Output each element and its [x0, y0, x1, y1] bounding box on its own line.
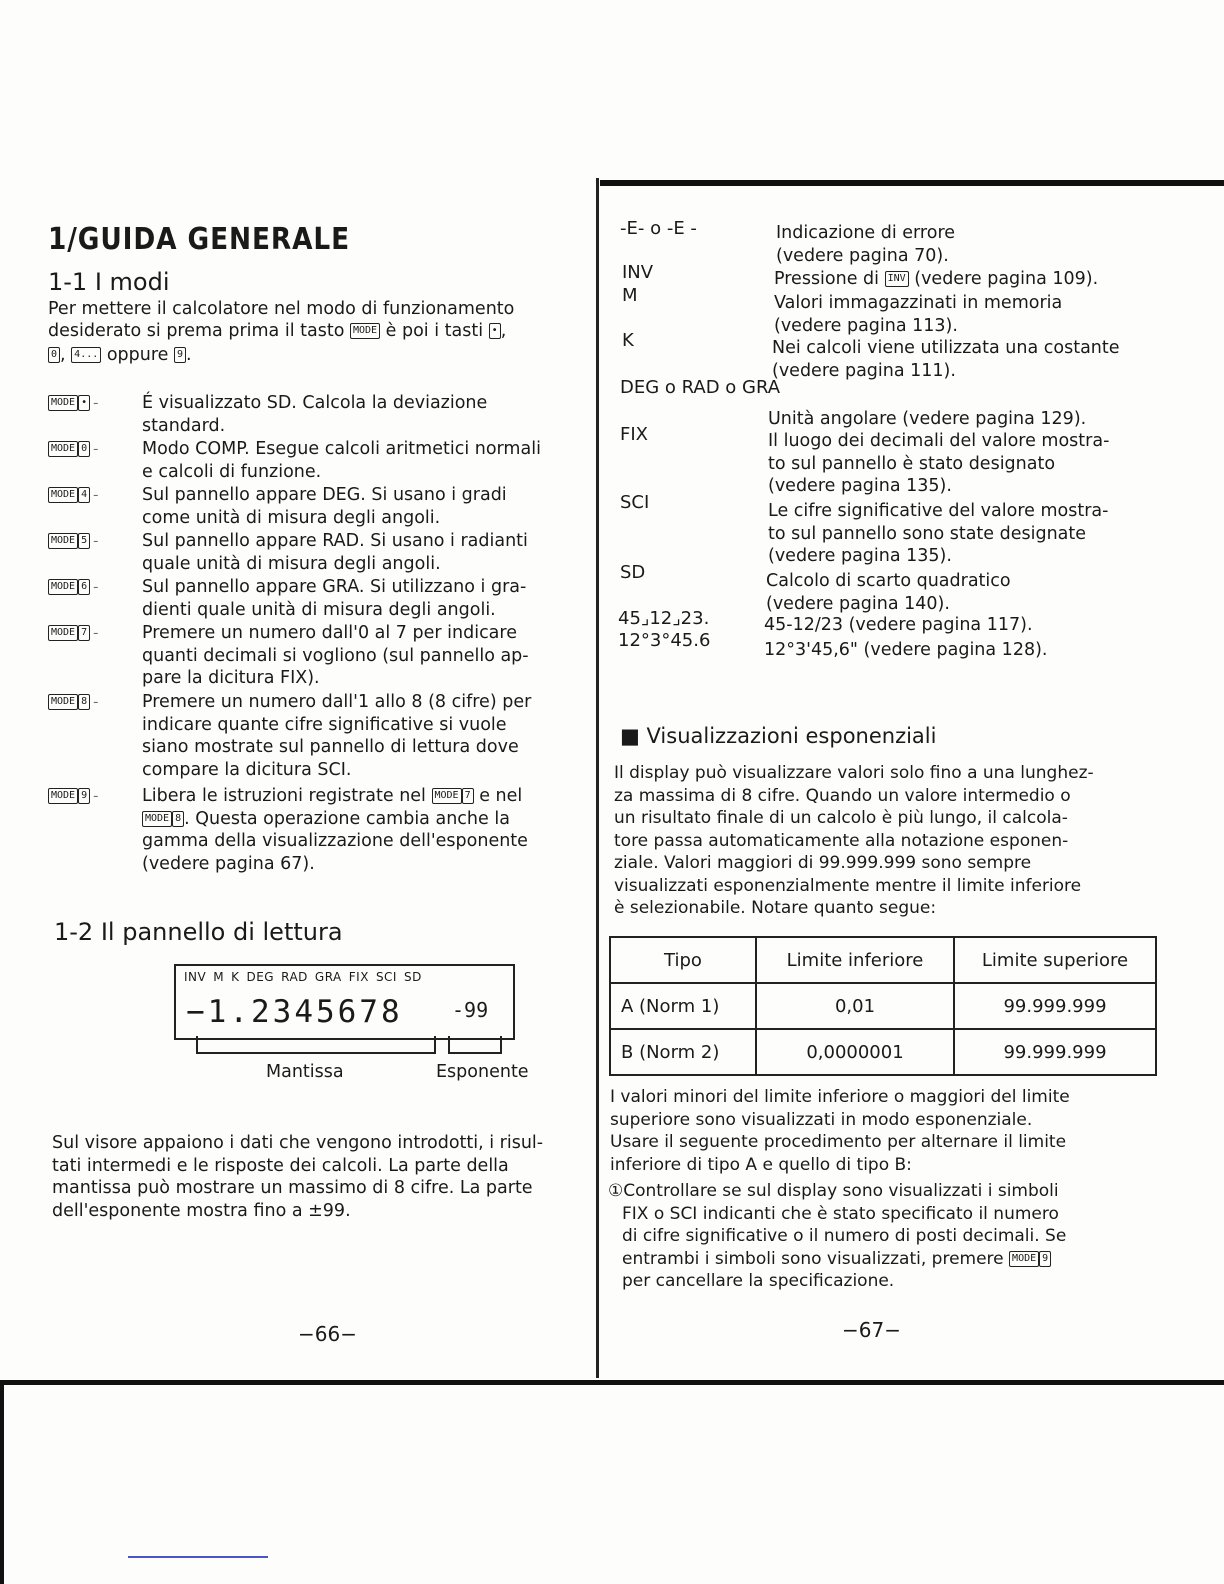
page-number-right: −67−	[842, 1318, 901, 1342]
section-title-modes: 1-1 I modi	[48, 268, 170, 296]
footer-underline	[128, 1556, 268, 1558]
exponential-paragraph: Il display può visualizzare valori solo fino a una lunghez- za massima di 8 cifre. Quando un valore intermedio o un risultato finale di un calcolo è più lungo, il calcola- tore passa automaticamente alla notazione esponen- ziale. Valori maggiori di 99.999.999 sono sempre visualizzati esponenzialmente mentre il limite inferiore è selezionabile. Notare quanto segue:	[614, 763, 1094, 918]
zero-key-icon: 0	[48, 347, 60, 363]
table-cell: 0,01	[756, 983, 954, 1029]
intro-line-3: 0 , 4... oppure 9 .	[48, 344, 192, 367]
def-inv: Pressione di INV (vedere pagina 109).	[774, 269, 1099, 289]
label-sd: SD	[620, 562, 646, 583]
mode-item-comp: Modo COMP. Esegue calcoli aritmetici normali e calcoli di funzione.	[142, 439, 541, 482]
table-row	[610, 1029, 1156, 1075]
limits-paragraph: I valori minori del limite inferiore o maggiori del limite superiore sono visualizzati in modo esponenziale. Usare il seguente procedimento per alternare il limite inferiore di tipo A e quello di tipo B:	[610, 1087, 1070, 1175]
def-deg: Unità angolare (vedere pagina 129).	[768, 409, 1087, 429]
label-fix: FIX	[620, 424, 648, 445]
item-keys-9: MODE 9 –	[48, 788, 98, 804]
label-k: K	[622, 330, 634, 351]
def-sci: Le cifre significative del valore mostra- to sul pannello sono state designate (vedere pagina 135).	[768, 501, 1109, 566]
table-cell: B (Norm 2)	[610, 1029, 756, 1075]
lcd-mantissa: −1.2345678	[186, 994, 403, 1030]
item-keys-6: MODE 6 –	[48, 579, 98, 595]
exponent-bracket	[448, 1036, 502, 1054]
label-deg: DEG o RAD o GRA	[620, 377, 781, 398]
intro-line-2: desiderato si prema prima il tasto MODE è poi i tasti • ,	[48, 321, 507, 341]
item-keys-7: MODE 7 –	[48, 625, 98, 641]
four-key-icon: 4...	[71, 347, 101, 363]
display-paragraph: Sul visore appaiono i dati che vengono introdotti, i risul- tati intermedi e le risposte dei calcoli. La parte della mantissa può mostrare un massimo di 8 cifre. La parte dell'esponente mostra fino a ±99.	[52, 1133, 544, 1221]
mode-key-icon: MODE	[1009, 1251, 1039, 1267]
label-m: M	[622, 285, 638, 306]
def-dms1: 45-12/23 (vedere pagina 117).	[764, 615, 1033, 635]
def-k: Nei calcoli viene utilizzata una costante (vedere pagina 111).	[772, 338, 1120, 381]
lcd-display	[174, 964, 515, 1040]
dot-key-icon: •	[489, 323, 501, 339]
label-dms1: 45⌟12⌟23.	[618, 608, 710, 629]
table-row	[610, 983, 1156, 1029]
table-cell: 99.999.999	[954, 1029, 1156, 1075]
bullet-icon: ■	[620, 724, 640, 748]
exponent-label: Esponente	[436, 1062, 529, 1082]
def-fix: Il luogo dei decimali del valore mostra- to sul pannello è stato designato (vedere pagina 135).	[768, 431, 1110, 496]
item-keys-dot: MODE • –	[48, 395, 98, 411]
item-keys-5: MODE 5 –	[48, 533, 98, 549]
left-edge-line	[0, 1383, 4, 1584]
top-rule	[600, 180, 1224, 186]
mantissa-bracket	[196, 1036, 436, 1054]
table-header: Tipo	[610, 937, 756, 983]
def-error: Indicazione di errore (vedere pagina 70).	[776, 223, 956, 266]
item-keys-8: MODE 8 –	[48, 694, 98, 710]
mode-item-rad: Sul pannello appare RAD. Si usano i radianti quale unità di misura degli angoli.	[142, 531, 528, 574]
label-sci: SCI	[620, 492, 650, 513]
nine-key-icon: 9	[174, 347, 186, 363]
label-inv: INV	[622, 262, 654, 283]
table-cell: A (Norm 1)	[610, 983, 756, 1029]
label-error: -E- o -E -	[620, 218, 697, 239]
table-header: Limite superiore	[954, 937, 1156, 983]
table-header-row	[610, 937, 1156, 983]
table-header: Limite inferiore	[756, 937, 954, 983]
mode-item-clear: Libera le istruzioni registrate nel MODE 7 e nel MODE 8 . Questa operazione cambia anche la gamma della visualizzazione dell'esponente (vedere pagina 67).	[142, 786, 528, 874]
mode-item-fix: Premere un numero dall'0 al 7 per indicare quanti decimali si vogliono (sul pannello ap- pare la dicitura FIX).	[142, 623, 529, 688]
limits-table	[609, 936, 1157, 1076]
lcd-indicators: INV M K DEG RAD GRA FIX SCI SD	[184, 970, 422, 984]
step-1: ①Controllare se sul display sono visualizzati i simboli FIX o SCI indicanti che è stato specificato il numero di cifre significative o il numero di posti decimali. Se entrambi i simboli sono visualizzati, premere MODE 9 per cancellare la specificazione.	[608, 1181, 1067, 1291]
page-number-left: −66−	[298, 1322, 357, 1346]
label-dms2: 12°3°45.6	[618, 630, 711, 651]
mode-key-icon: MODE	[350, 323, 380, 339]
mantissa-label: Mantissa	[266, 1062, 344, 1082]
mode-item-sci: Premere un numero dall'1 allo 8 (8 cifre) per indicare quante cifre significative si vuole siano mostrate sul pannello di lettura dove compare la dicitura SCI.	[142, 692, 532, 780]
def-m: Valori immagazzinati in memoria (vedere pagina 113).	[774, 293, 1063, 336]
inv-key-icon: INV	[885, 271, 909, 287]
section-title-display: 1-2 Il pannello di lettura	[54, 918, 343, 946]
lcd-exponent: -99	[452, 998, 489, 1022]
chapter-title: 1/GUIDA GENERALE	[48, 222, 351, 257]
nine-key-icon: 9	[1039, 1251, 1051, 1267]
mode-item-sd: É visualizzato SD. Calcola la deviazione standard.	[142, 393, 488, 436]
mode-item-gra: Sul pannello appare GRA. Si utilizzano i gra- dienti quale unità di misura degli angoli.	[142, 577, 527, 620]
section-title-exponential: ■ Visualizzazioni esponenziali	[620, 724, 937, 748]
bottom-rule	[0, 1380, 1224, 1385]
table-cell: 0,0000001	[756, 1029, 954, 1075]
def-sd: Calcolo di scarto quadratico (vedere pagina 140).	[766, 571, 1011, 614]
intro-line-1: Per mettere il calcolatore nel modo di funzionamento	[48, 299, 515, 319]
table-cell: 99.999.999	[954, 983, 1156, 1029]
def-dms2: 12°3'45,6" (vedere pagina 128).	[764, 640, 1048, 660]
mode-item-deg: Sul pannello appare DEG. Si usano i gradi come unità di misura degli angoli.	[142, 485, 507, 528]
item-keys-4: MODE 4 –	[48, 487, 98, 503]
item-keys-0: MODE 0 –	[48, 441, 98, 457]
